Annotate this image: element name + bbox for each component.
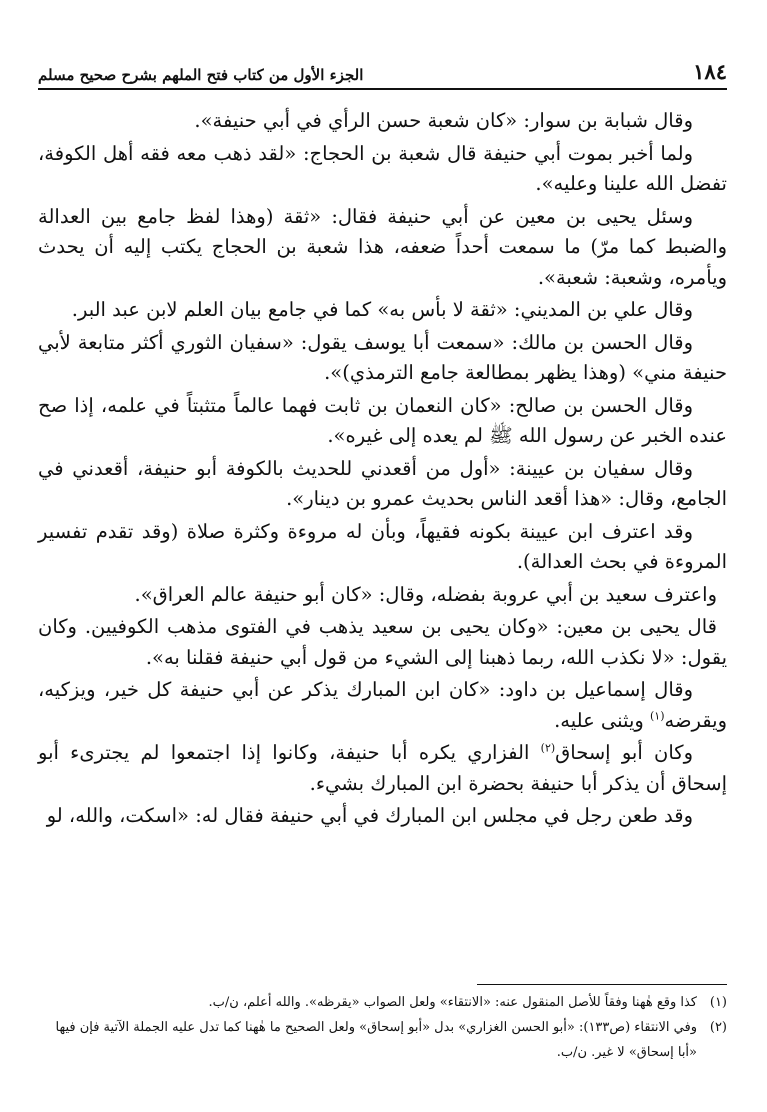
paragraph: وقال الحسن بن صالح: «كان النعمان بن ثابت فهما عالماً متثبتاً في علمه، إذا صح عنده الخبر عن رسول الله ﷺ لم يعده إلى غيره». (38, 393, 727, 447)
paragraph: وقد طعن رجل في مجلس ابن المبارك في أبي حنيفة فقال له: «اسكت، والله، لو (46, 804, 693, 827)
paragraph-with-footnote-2 (38, 738, 727, 799)
footnote-text: وفي الانتقاء (ص١٣٣): «أبو الحسن الغزاري» بدل «أبو إسحاق» ولعل الصحيح ما هٰهنا كما تدل عليه الجملة الآتية فإن فيها «أبا إسحاق» لا غير. ن/ب. (55, 1020, 697, 1060)
paragraph: وسئل يحيى بن معين عن أبي حنيفة فقال: «ثقة (وهذا لفظ جامع بين العدالة والضبط كما مرّ) ما سمعت أحداً ضعفه، هذا شعبة بن الحجاج يكتب إليه أن يحدث ويأمره، وشعبة: شعبة». (38, 204, 727, 289)
paragraph: وقد اعترف ابن عيينة بكونه فقيهاً، وبأن له مروءة وكثرة صلاة (وقد تقدم تفسير المروءة في بحث العدالة). (38, 519, 727, 573)
running-title: الجزء الأول من كتاب فتح الملهم بشرح صحيح مسلم (38, 66, 364, 84)
footnotes (38, 990, 727, 1065)
footnote-number: (٢) (709, 1020, 727, 1035)
paragraph-text-end: الفزاري يكره أبا حنيفة، وكانوا إذا اجتمعوا لم يجترىء أبو إسحاق أن يذكر أبا حنيفة بحضرة ابن المبارك بشيء. (38, 741, 727, 795)
paragraph: وقال علي بن المديني: «ثقة لا بأس به» كما في جامع بيان العلم لابن عبد البر. (71, 298, 693, 321)
footnote-ref-2[interactable]: (٢) (540, 741, 556, 755)
footnote-divider (477, 984, 727, 985)
paragraph: ولما أخبر بموت أبي حنيفة قال شعبة بن الحجاج: «لقد ذهب معه فقه أهل الكوفة، تفضل الله علينا وعليه». (38, 141, 727, 195)
footnote-number: (١) (709, 995, 727, 1010)
footnote-1 (38, 990, 727, 1015)
page-header (38, 50, 727, 90)
paragraph-text: وكان أبو إسحاق (555, 741, 693, 764)
paragraph: وقال الحسن بن مالك: «سمعت أبا يوسف يقول: «سفيان الثوري أكثر متابعة لأبي حنيفة مني» (وهذا يظهر بمطالعة جامع الترمذي)». (38, 330, 727, 384)
paragraph: قال يحيى بن معين: «وكان يحيى بن سعيد يذهب في الفتوى مذهب الكوفيين. وكان يقول: «لا نكذب الله، ربما ذهبنا إلى الشيء من قول أبي حنيفة فقلنا به». (38, 615, 727, 669)
paragraph-text: وقال إسماعيل بن داود: «كان ابن المبارك يذكر عن أبي حنيفة كل خير، ويزكيه، ويقرضه (38, 678, 727, 732)
paragraph: واعترف سعيد بن أبي عروبة بفضله، وقال: «كان أبو حنيفة عالم العراق». (134, 582, 717, 606)
paragraph: وقال شبابة بن سوار: «كان شعبة حسن الرأي في أبي حنيفة». (194, 109, 693, 132)
footnote-2 (38, 1015, 727, 1065)
footnote-ref-1[interactable]: (١) (650, 709, 665, 722)
paragraph-with-footnote-1 (38, 675, 727, 736)
paragraph: وقال سفيان بن عيينة: «أول من أقعدني للحديث بالكوفة أبو حنيفة، أقعدني في الجامع، وقال: «هذا أقعد الناس بحديث عمرو بن دينار». (38, 456, 727, 510)
page-number: ١٨٤ (693, 59, 727, 84)
paragraph-text-end: ويثنى عليه. (554, 708, 650, 732)
footnote-text: كذا وقع هٰهنا وفقاً للأصل المنقول عنه: «الانتقاء» ولعل الصواب «يقرظه». والله أعلم، ن/ب. (208, 995, 697, 1010)
main-text (38, 106, 727, 834)
